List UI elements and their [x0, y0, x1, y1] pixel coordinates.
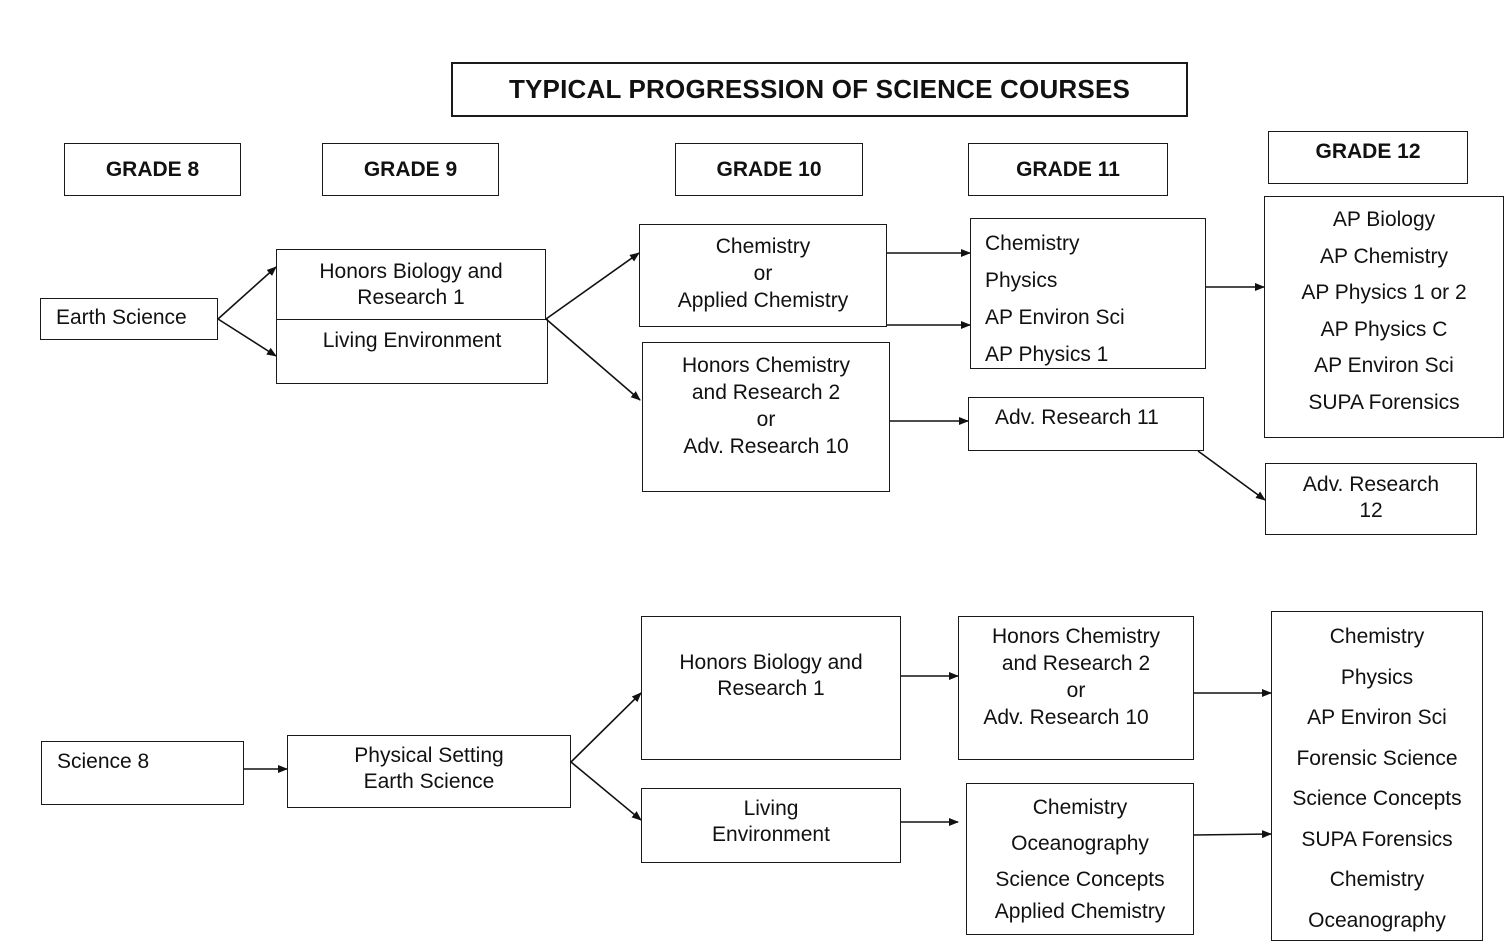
arrow-g9-to-honors-chem [546, 319, 640, 400]
g11-course-2: Physics [985, 269, 1058, 292]
g12-course-6: SUPA Forensics [1308, 390, 1460, 414]
honors-chem-line-4: Adv. Research 10 [683, 435, 849, 458]
honors-chem-2-line-4: Adv. Research 10 [983, 706, 1149, 729]
chem-line-1: Chemistry [715, 235, 811, 258]
g12-2-course-1: Chemistry [1329, 625, 1425, 648]
arrow-earth-to-living-env [218, 319, 276, 356]
arrow-physical-to-living-env [571, 762, 641, 820]
diagram-title: TYPICAL PROGRESSION OF SCIENCE COURSES [451, 62, 1188, 117]
g12-course-1: AP Biology [1332, 208, 1436, 231]
arrow-g11-2-to-g12 [1194, 834, 1271, 835]
living-env-2-line-2: Environment [712, 823, 830, 846]
honors-bio-2-line-2: Research 1 [717, 677, 825, 700]
g11-2-course-3: Science Concepts [995, 868, 1165, 891]
g12-course-4: AP Physics C [1320, 317, 1448, 341]
grade-8-header: GRADE 8 [64, 143, 241, 196]
physical-setting-line-1: Physical Setting [354, 744, 504, 767]
honors-chem-2-line-2: and Research 2 [1001, 652, 1151, 675]
honors-chem-line-2: and Research 2 [691, 381, 841, 404]
arrow-adv-11-to-adv-12 [1198, 451, 1265, 500]
adv-research-11-box: Adv. Research 11 [968, 397, 1204, 451]
g12-course-3: AP Physics 1 or 2 [1301, 281, 1467, 304]
g11-2-course-4: Applied Chemistry [994, 900, 1166, 923]
grade-11-header: GRADE 11 [968, 143, 1168, 196]
honors-chem-2-line-3: or [1066, 679, 1086, 702]
arrow-g9-to-chem [546, 253, 639, 319]
honors-biology-line-2: Research 1 [357, 286, 465, 309]
g12-course-2: AP Chemistry [1320, 244, 1448, 268]
honors-biology-line-1: Honors Biology and [319, 260, 503, 283]
g12-2-course-6: SUPA Forensics [1301, 827, 1453, 851]
g12-course-5: AP Environ Sci [1314, 354, 1454, 377]
chem-line-2: or [753, 262, 773, 285]
grade-10-header: GRADE 10 [675, 143, 863, 196]
arrow-earth-to-honors-bio [218, 267, 276, 319]
g12-2-course-7: Chemistry [1329, 868, 1425, 891]
g12-2-course-8: Oceanography [1308, 908, 1446, 932]
g12-2-course-2: Physics [1340, 665, 1414, 689]
living-env-2-line-1: Living [743, 797, 799, 820]
living-environment-box: Living Environment [276, 319, 548, 384]
g12-2-course-4: Forensic Science [1296, 746, 1458, 770]
arrow-physical-to-honors-bio [571, 693, 641, 762]
earth-science-box: Earth Science [40, 298, 218, 340]
g11-2-course-2: Oceanography [1011, 832, 1149, 855]
honors-chem-line-3: or [756, 408, 776, 431]
grade-12-header: GRADE 12 [1268, 131, 1468, 184]
adv-research-12-line-2: 12 [1359, 499, 1383, 522]
science-8-box: Science 8 [41, 741, 244, 805]
g12-2-course-5: Science Concepts [1292, 787, 1462, 810]
adv-research-12-line-1: Adv. Research [1302, 473, 1440, 496]
g11-course-1: Chemistry [985, 232, 1080, 255]
g11-course-3: AP Environ Sci [985, 306, 1125, 329]
g11-course-4: AP Physics 1 [985, 343, 1109, 366]
honors-chem-2-line-1: Honors Chemistry [991, 625, 1161, 648]
g12-2-course-3: AP Environ Sci [1307, 706, 1447, 729]
g11-2-course-1: Chemistry [1032, 796, 1128, 819]
honors-chem-line-1: Honors Chemistry [681, 354, 851, 377]
chem-line-3: Applied Chemistry [677, 289, 849, 312]
physical-setting-line-2: Earth Science [363, 770, 495, 793]
honors-bio-2-line-1: Honors Biology and [679, 651, 863, 674]
grade-9-header: GRADE 9 [322, 143, 499, 196]
